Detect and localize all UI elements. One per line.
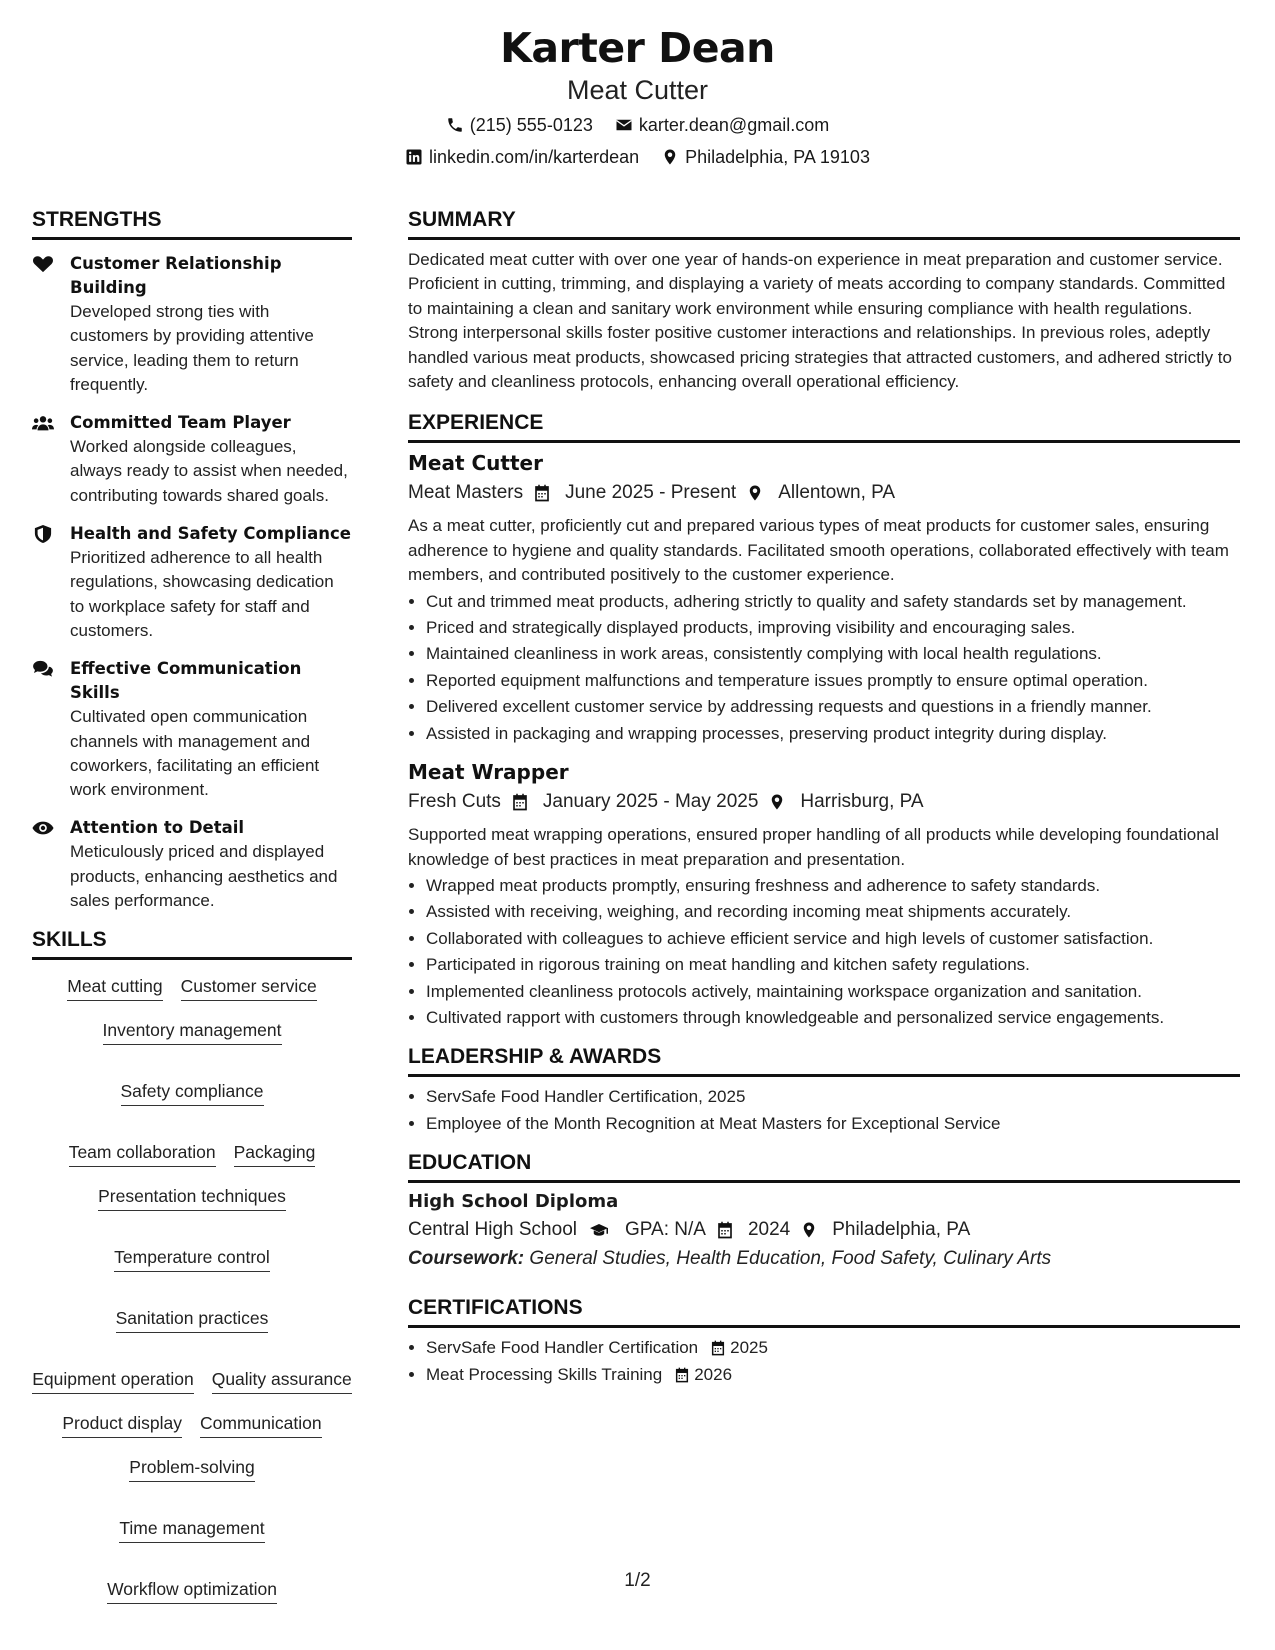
skill-tag: Sanitation practices	[116, 1306, 269, 1333]
job-entry	[408, 449, 1240, 746]
list-item	[426, 1363, 1240, 1387]
job-location: Harrisburg, PA	[800, 791, 924, 813]
summary-section	[408, 207, 1240, 394]
right-column	[408, 207, 1240, 1401]
experience-section	[408, 410, 1240, 1030]
certifications-list	[408, 1336, 1240, 1387]
candidate-role: Meat Cutter	[566, 75, 709, 105]
map-pin-icon	[746, 484, 764, 502]
phone-icon	[446, 116, 464, 134]
heart-icon	[32, 255, 54, 273]
job-meta	[408, 480, 1240, 506]
leadership-section	[408, 1044, 1240, 1136]
job-company: Fresh Cuts	[408, 791, 501, 813]
strength-desc: Worked alongside colleagues, always ready to assist when needed, contributing towards shared goals.	[70, 437, 348, 505]
job-company: Meat Masters	[408, 482, 524, 504]
coursework	[408, 1245, 1240, 1273]
users-icon	[32, 414, 54, 432]
strength-title: Committed Team Player	[70, 413, 291, 433]
strength-item	[32, 657, 352, 802]
coursework-text: General Studies, Health Education, Food Safety, Culinary Arts	[529, 1248, 1052, 1270]
email-text[interactable]: karter.dean@gmail.com	[638, 115, 830, 135]
cert-year: 2025	[730, 1338, 768, 1358]
page-number: 1/2	[624, 1570, 651, 1591]
education-heading: EDUCATION	[408, 1150, 1240, 1183]
job-dates: January 2025 - May 2025	[542, 791, 759, 813]
calendar-icon	[710, 1340, 726, 1356]
list-item: • Collaborated with colleagues to achieve efficient service and high levels of customer satisfaction.	[426, 927, 1240, 951]
skills-section	[32, 927, 352, 1604]
list-item: • Cultivated rapport with customers through knowledgeable and personalized service engagements.	[426, 1006, 1240, 1030]
summary-text: Dedicated meat cutter with over one year of hands-on experience in meat preparation and customer service. Proficient in cutting, trimming, and displaying a variety of meats according to company standards. Committed to maintaining a clean and sanitary work environment while ensuring compliance with health regulations. Strong interpersonal skills foster positive customer interactions and relationships. In previous roles, adeptly handled various meat products, showcased pricing strategies that attracted customers, and adhered strictly to safety and cleanliness protocols, enhancing overall operational efficiency.	[408, 250, 1232, 392]
left-column	[32, 207, 352, 1604]
linkedin-icon	[405, 148, 423, 166]
skills-list	[32, 972, 352, 1604]
calendar-icon	[716, 1221, 734, 1239]
list-item: • Priced and strategically displayed products, improving visibility and encouraging sales.	[426, 616, 1240, 640]
candidate-name: Karter Dean	[500, 24, 775, 72]
map-pin-icon	[661, 148, 679, 166]
skill-tag: Product display	[62, 1411, 182, 1438]
comments-icon	[32, 660, 54, 678]
job-description: As a meat cutter, proficiently cut and prepared various types of meat products for customer sales, ensuring adherence to hygiene and quality standards. Facilitated smooth operations, collaborated effectively with team members, and contributed positively to the customer experience.	[408, 516, 1229, 585]
map-pin-icon	[768, 793, 786, 811]
strength-desc: Developed strong ties with customers by providing attentive service, leading them to return frequently.	[70, 302, 314, 394]
shield-icon	[32, 525, 54, 543]
contact-location	[661, 146, 870, 168]
strength-title: Customer Relationship Building	[70, 254, 282, 297]
envelope-icon	[615, 116, 633, 134]
experience-heading: EXPERIENCE	[408, 410, 1240, 443]
strength-item	[32, 816, 352, 913]
list-item: • Cut and trimmed meat products, adhering strictly to quality and safety standards set by management.	[426, 590, 1240, 614]
summary-heading: SUMMARY	[408, 207, 1240, 240]
cert-name: • ServSafe Food Handler Certification	[426, 1338, 699, 1358]
skill-tag: Communication	[200, 1411, 322, 1438]
map-pin-icon	[800, 1221, 818, 1239]
contact-row-1	[0, 114, 1275, 136]
strength-item	[32, 411, 352, 508]
skill-tag: Inventory management	[103, 1018, 282, 1045]
list-item: • ServSafe Food Handler Certification, 2025	[426, 1085, 1240, 1109]
contact-email[interactable]	[615, 114, 829, 136]
graduation-year: 2024	[747, 1219, 791, 1241]
job-meta	[408, 789, 1240, 815]
list-item: • Delivered excellent customer service by addressing requests and questions in a friendly manner.	[426, 695, 1240, 719]
coursework-label: Coursework:	[408, 1248, 525, 1270]
calendar-icon	[533, 484, 551, 502]
school-name: Central High School	[408, 1219, 577, 1241]
skill-tag: Workflow optimization	[107, 1577, 277, 1604]
skill-tag: Meat cutting	[67, 974, 162, 1001]
list-item: • Assisted with receiving, weighing, and recording incoming meat shipments accurately.	[426, 900, 1240, 924]
graduation-cap-icon	[587, 1221, 611, 1239]
list-item: • Wrapped meat products promptly, ensuring freshness and adherence to safety standards.	[426, 874, 1240, 898]
certifications-heading: CERTIFICATIONS	[408, 1295, 1240, 1328]
location-text: Philadelphia, PA 19103	[685, 147, 870, 167]
skill-tag: Team collaboration	[69, 1140, 216, 1167]
phone-text: (215) 555-0123	[469, 115, 593, 135]
strength-item	[32, 522, 352, 643]
strength-desc: Cultivated open communication channels with management and coworkers, facilitating an efficient work environment.	[70, 707, 320, 800]
list-item: • Assisted in packaging and wrapping processes, preserving product integrity during display.	[426, 722, 1240, 746]
list-item	[426, 1336, 1240, 1360]
strength-item	[32, 252, 352, 397]
skill-tag: Safety compliance	[121, 1079, 264, 1106]
strength-desc: Prioritized adherence to all health regulations, showcasing dedication to workplace safety for staff and customers.	[70, 548, 334, 640]
eye-icon	[32, 819, 54, 837]
calendar-icon	[511, 793, 529, 811]
strength-desc: Meticulously priced and displayed products, enhancing aesthetics and sales performance.	[70, 842, 338, 911]
skill-tag: Quality assurance	[212, 1367, 352, 1394]
certifications-section	[408, 1295, 1240, 1387]
job-title: Meat Cutter	[408, 451, 543, 476]
gpa: GPA: N/A	[624, 1219, 706, 1241]
job-dates: June 2025 - Present	[565, 482, 737, 504]
resume-header	[0, 22, 1275, 168]
job-bullets	[408, 590, 1240, 746]
list-item: • Employee of the Month Recognition at Meat Masters for Exceptional Service	[426, 1112, 1240, 1136]
skill-tag: Problem-solving	[129, 1455, 254, 1482]
list-item: • Reported equipment malfunctions and temperature issues promptly to ensure optimal operation.	[426, 669, 1240, 693]
list-item: • Implemented cleanliness protocols actively, maintaining workspace organization and sanitation.	[426, 980, 1240, 1004]
list-item: • Participated in rigorous training on meat handling and kitchen safety regulations.	[426, 953, 1240, 977]
leadership-list	[408, 1085, 1240, 1136]
leadership-heading: LEADERSHIP & AWARDS	[408, 1044, 1240, 1077]
skill-tag: Customer service	[181, 974, 317, 1001]
strength-title: Health and Safety Compliance	[70, 524, 351, 544]
cert-year: 2026	[694, 1364, 733, 1384]
job-title: Meat Wrapper	[408, 760, 569, 785]
skill-tag: Time management	[119, 1516, 264, 1543]
education-meta	[408, 1217, 1240, 1243]
cert-name: • Meat Processing Skills Training	[426, 1364, 663, 1384]
education-section	[408, 1150, 1240, 1273]
contact-row-2	[0, 146, 1275, 168]
list-item: • Maintained cleanliness in work areas, consistently complying with local health regulations.	[426, 642, 1240, 666]
degree-title: High School Diploma	[408, 1191, 619, 1213]
school-location: Philadelphia, PA	[832, 1219, 971, 1241]
strengths-heading: STRENGTHS	[32, 207, 352, 240]
skills-heading: SKILLS	[32, 927, 352, 960]
skill-tag: Temperature control	[114, 1245, 270, 1272]
calendar-icon	[674, 1367, 690, 1383]
skill-tag: Presentation techniques	[98, 1184, 286, 1211]
linkedin-text[interactable]: linkedin.com/in/karterdean	[429, 147, 640, 167]
contact-linkedin[interactable]	[405, 146, 639, 168]
job-location: Allentown, PA	[778, 482, 896, 504]
contact-phone	[446, 114, 593, 136]
job-description: Supported meat wrapping operations, ensured proper handling of all products while developing foundational knowledge of best practices in meat preparation and presentation.	[408, 825, 1219, 869]
job-entry	[408, 758, 1240, 1030]
strength-title: Effective Communication Skills	[70, 659, 302, 703]
strength-title: Attention to Detail	[70, 818, 245, 838]
job-bullets	[408, 874, 1240, 1030]
skill-tag: Packaging	[234, 1140, 316, 1167]
skill-tag: Equipment operation	[32, 1367, 194, 1394]
